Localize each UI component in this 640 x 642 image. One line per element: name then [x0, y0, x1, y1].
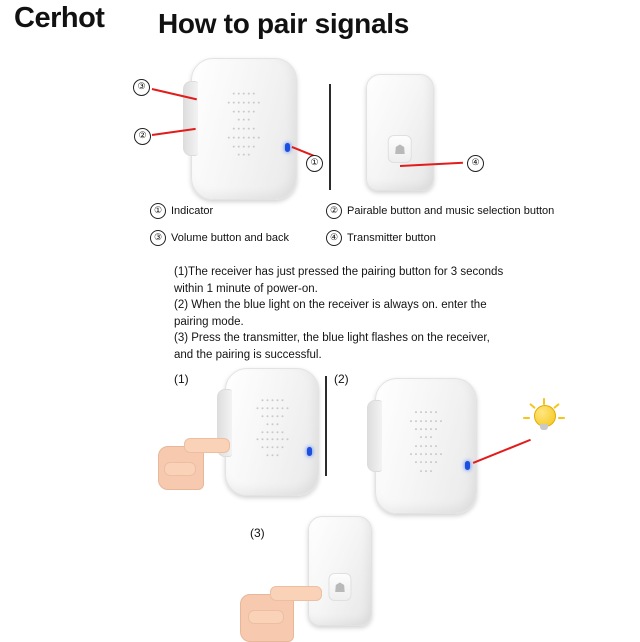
instruction-steps [174, 264, 504, 363]
hand-index-finger [270, 586, 322, 601]
page-title: How to pair signals [158, 8, 410, 39]
legend-label-3: Volume button and back [171, 232, 290, 244]
receiver-indicator-light [307, 447, 312, 456]
panel-label-3: (3) [250, 526, 265, 540]
legend-item-3 [150, 230, 289, 246]
step-line-4: pairing mode. [174, 315, 244, 328]
transmitter-bell-button[interactable] [328, 573, 351, 601]
legend-item-1 [150, 203, 213, 219]
speaker-grille [243, 395, 300, 461]
bell-icon: ☗ [394, 141, 406, 157]
speaker-grille [212, 88, 276, 161]
receiver-side-lip [367, 400, 382, 472]
legend-num-1: ① [150, 203, 166, 219]
legend-item-2 [326, 203, 554, 219]
hand-thumb [164, 462, 196, 476]
hand-thumb [248, 610, 284, 624]
receiver-device-main [191, 58, 297, 200]
callout-3: ③ [133, 79, 150, 96]
step-line-3: (2) When the blue light on the receiver is always on. enter the [174, 299, 487, 311]
legend-item-4 [326, 230, 436, 246]
panel-label-1: (1) [174, 372, 189, 386]
hand-index-finger [184, 438, 230, 453]
callout-1: ① [306, 155, 323, 172]
divider-top [329, 84, 331, 190]
light-bulb-icon [528, 405, 562, 435]
callout-4: ④ [467, 155, 484, 172]
receiver-indicator-light [465, 461, 470, 470]
bell-icon: ☗ [334, 579, 346, 595]
speaker-grille [395, 407, 457, 477]
hand-pressing-pairing-button [158, 428, 228, 490]
step-line-5: (3) Press the transmitter, the blue light flashes on the receiver, [174, 332, 490, 344]
receiver-indicator-light [285, 143, 290, 152]
divider-bottom [325, 376, 327, 476]
leader-line-signal [473, 439, 531, 464]
panel-label-2: (2) [334, 372, 349, 386]
legend-label-1: Indicator [171, 205, 214, 217]
receiver-device-step2 [375, 378, 477, 514]
receiver-device-step1 [225, 368, 319, 496]
brand-logo: Cerhot [14, 2, 105, 34]
transmitter-bell-button[interactable] [388, 135, 412, 163]
hand-pressing-transmitter [240, 578, 320, 640]
legend-num-3: ③ [150, 230, 166, 246]
transmitter-device-main [366, 74, 434, 191]
legend-num-4: ④ [326, 230, 342, 246]
callout-2: ② [134, 128, 151, 145]
legend-label-2: Pairable button and music selection button [347, 205, 555, 217]
step-line-2: within 1 minute of power-on. [174, 282, 318, 295]
step-line-1: (1)The receiver has just pressed the pairing button for 3 seconds [174, 266, 504, 278]
legend-label-4: Transmitter button [347, 232, 436, 244]
receiver-side-lip [183, 81, 198, 156]
step-line-6: and the pairing is successful. [174, 348, 322, 361]
legend-num-2: ② [326, 203, 342, 219]
